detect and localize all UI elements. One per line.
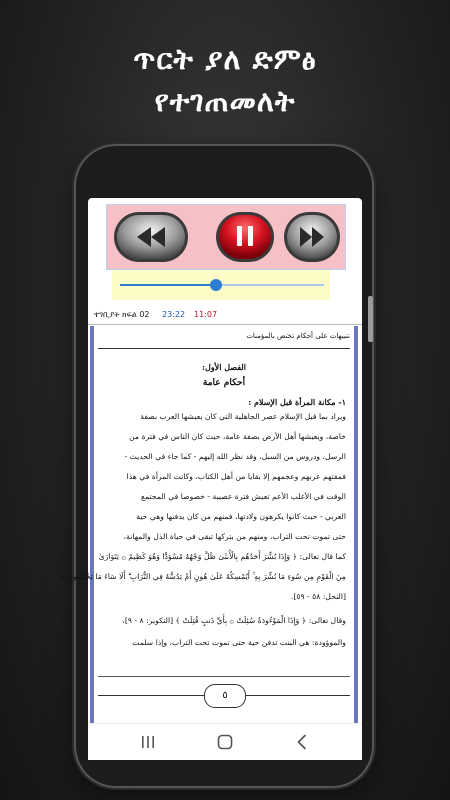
recent-apps-button[interactable]: [138, 732, 158, 752]
text-line: الوقت في الأغلب الأعم تعيش فترة عصيبة - خصوصا في المجتمع: [141, 492, 346, 501]
phone-screen: [61, 198, 362, 760]
text-line: فمقتهم عربهم وعجمهم إلا بقايا من أهل الكتاب، وكانت المرأة في هذا: [126, 472, 346, 481]
chapter-title: الفصل الأول:: [202, 362, 246, 372]
divider: [88, 324, 362, 325]
back-button[interactable]: [292, 732, 312, 752]
seek-bar-thumb[interactable]: [210, 279, 222, 291]
text-line: ويراد بما قبل الإسلام عصر الجاهلية التي كان يعيشها العرب بصفة: [140, 412, 346, 421]
promo-headline-line1: ጥርት ያለ ድምፅ: [133, 42, 317, 76]
recent-apps-icon: [138, 732, 158, 752]
current-time: 11:07: [194, 310, 218, 319]
page-number-rule-left: [98, 695, 204, 696]
home-icon: [215, 732, 235, 752]
player-controls: [106, 204, 346, 270]
track-label: ተገቢያት ክፍል 02: [94, 310, 150, 319]
page-border-right: [354, 326, 358, 726]
running-head-rule: [98, 348, 350, 349]
seek-bar[interactable]: [120, 284, 324, 286]
pause-icon: [215, 211, 275, 263]
home-button[interactable]: [215, 732, 235, 752]
text-line: كما قال تعالى: ﴿ وَإِذَا بُشِّرَ أَحَدُهُم بِالْأُنثَىٰ ظَلَّ وَجْهُهُ مُسْوَدًّا وَهُوَ كَظِيمٌ ۞ يَتَوَارَىٰ: [98, 552, 346, 561]
fast-forward-icon: [283, 211, 341, 263]
system-nav-bar: [88, 723, 362, 760]
back-icon: [292, 732, 312, 752]
pause-button[interactable]: [215, 211, 275, 263]
book-page[interactable]: [61, 326, 358, 760]
text-line: خاصة، ويعيشها أهل الأرض بصفة عامة، حيث كان الناس في فترة من: [129, 432, 346, 441]
text-line: والموؤودة: هي البنت تدفن حية حتى تموت تحت التراب، وإذا سلمت: [132, 638, 346, 647]
page-number: ٥: [204, 684, 246, 708]
text-line: العربي - حيث كانوا يكرهون ولادتها، فمنهم من كان يدفنها وهي حية: [136, 512, 346, 521]
text-line: وقال تعالى: ﴿ وَإِذَا الْمَوْءُودَةُ سُئِلَتْ ۞ بِأَيِّ ذَنبٍ قُتِلَتْ ﴾ [التكوير: ٨ - ٩]،: [122, 616, 346, 625]
running-head: تنبيهات على أحكام تختص بالمؤمنات: [246, 332, 350, 340]
text-line: مِنَ الْقَوْمِ مِن سُوءِ مَا بُشِّرَ بِهِ ۚ أَيُمْسِكُهُ عَلَىٰ هُونٍ أَمْ يَدُسُّهُ فِي التُّرَابِ ۗ أَلَا سَاءَ مَا يَحْكُمُونَ ﴾: [61, 572, 346, 581]
page-number-rule-right: [246, 695, 350, 696]
text-line: حتى تموت تحت التراب، ومنهم من يتركها تبقى في حياة الذل والمهانة،: [123, 532, 346, 541]
promo-headline-line2: የተገጠመለት: [154, 84, 296, 118]
text-line: [النحل: ٥٨ - ٥٩].: [290, 592, 346, 601]
page-border-left: [90, 326, 94, 726]
seek-bar-progress: [120, 284, 216, 286]
phone-side-button: [368, 296, 373, 342]
total-time: 23:22: [162, 310, 186, 319]
rewind-icon: [113, 211, 189, 263]
page-bottom-rule: [98, 676, 350, 677]
seek-bar-container: [112, 270, 330, 300]
rewind-button[interactable]: [113, 211, 189, 263]
text-line: الرسل، ودروس من السبل، وقد نظر الله إليهم - كما جاء في الحديث -: [124, 452, 346, 461]
fast-forward-button[interactable]: [283, 211, 341, 263]
section-heading: ١- مكانة المرأة قبل الإسلام :: [248, 397, 346, 407]
chapter-subtitle: أحكام عامة: [202, 378, 246, 388]
